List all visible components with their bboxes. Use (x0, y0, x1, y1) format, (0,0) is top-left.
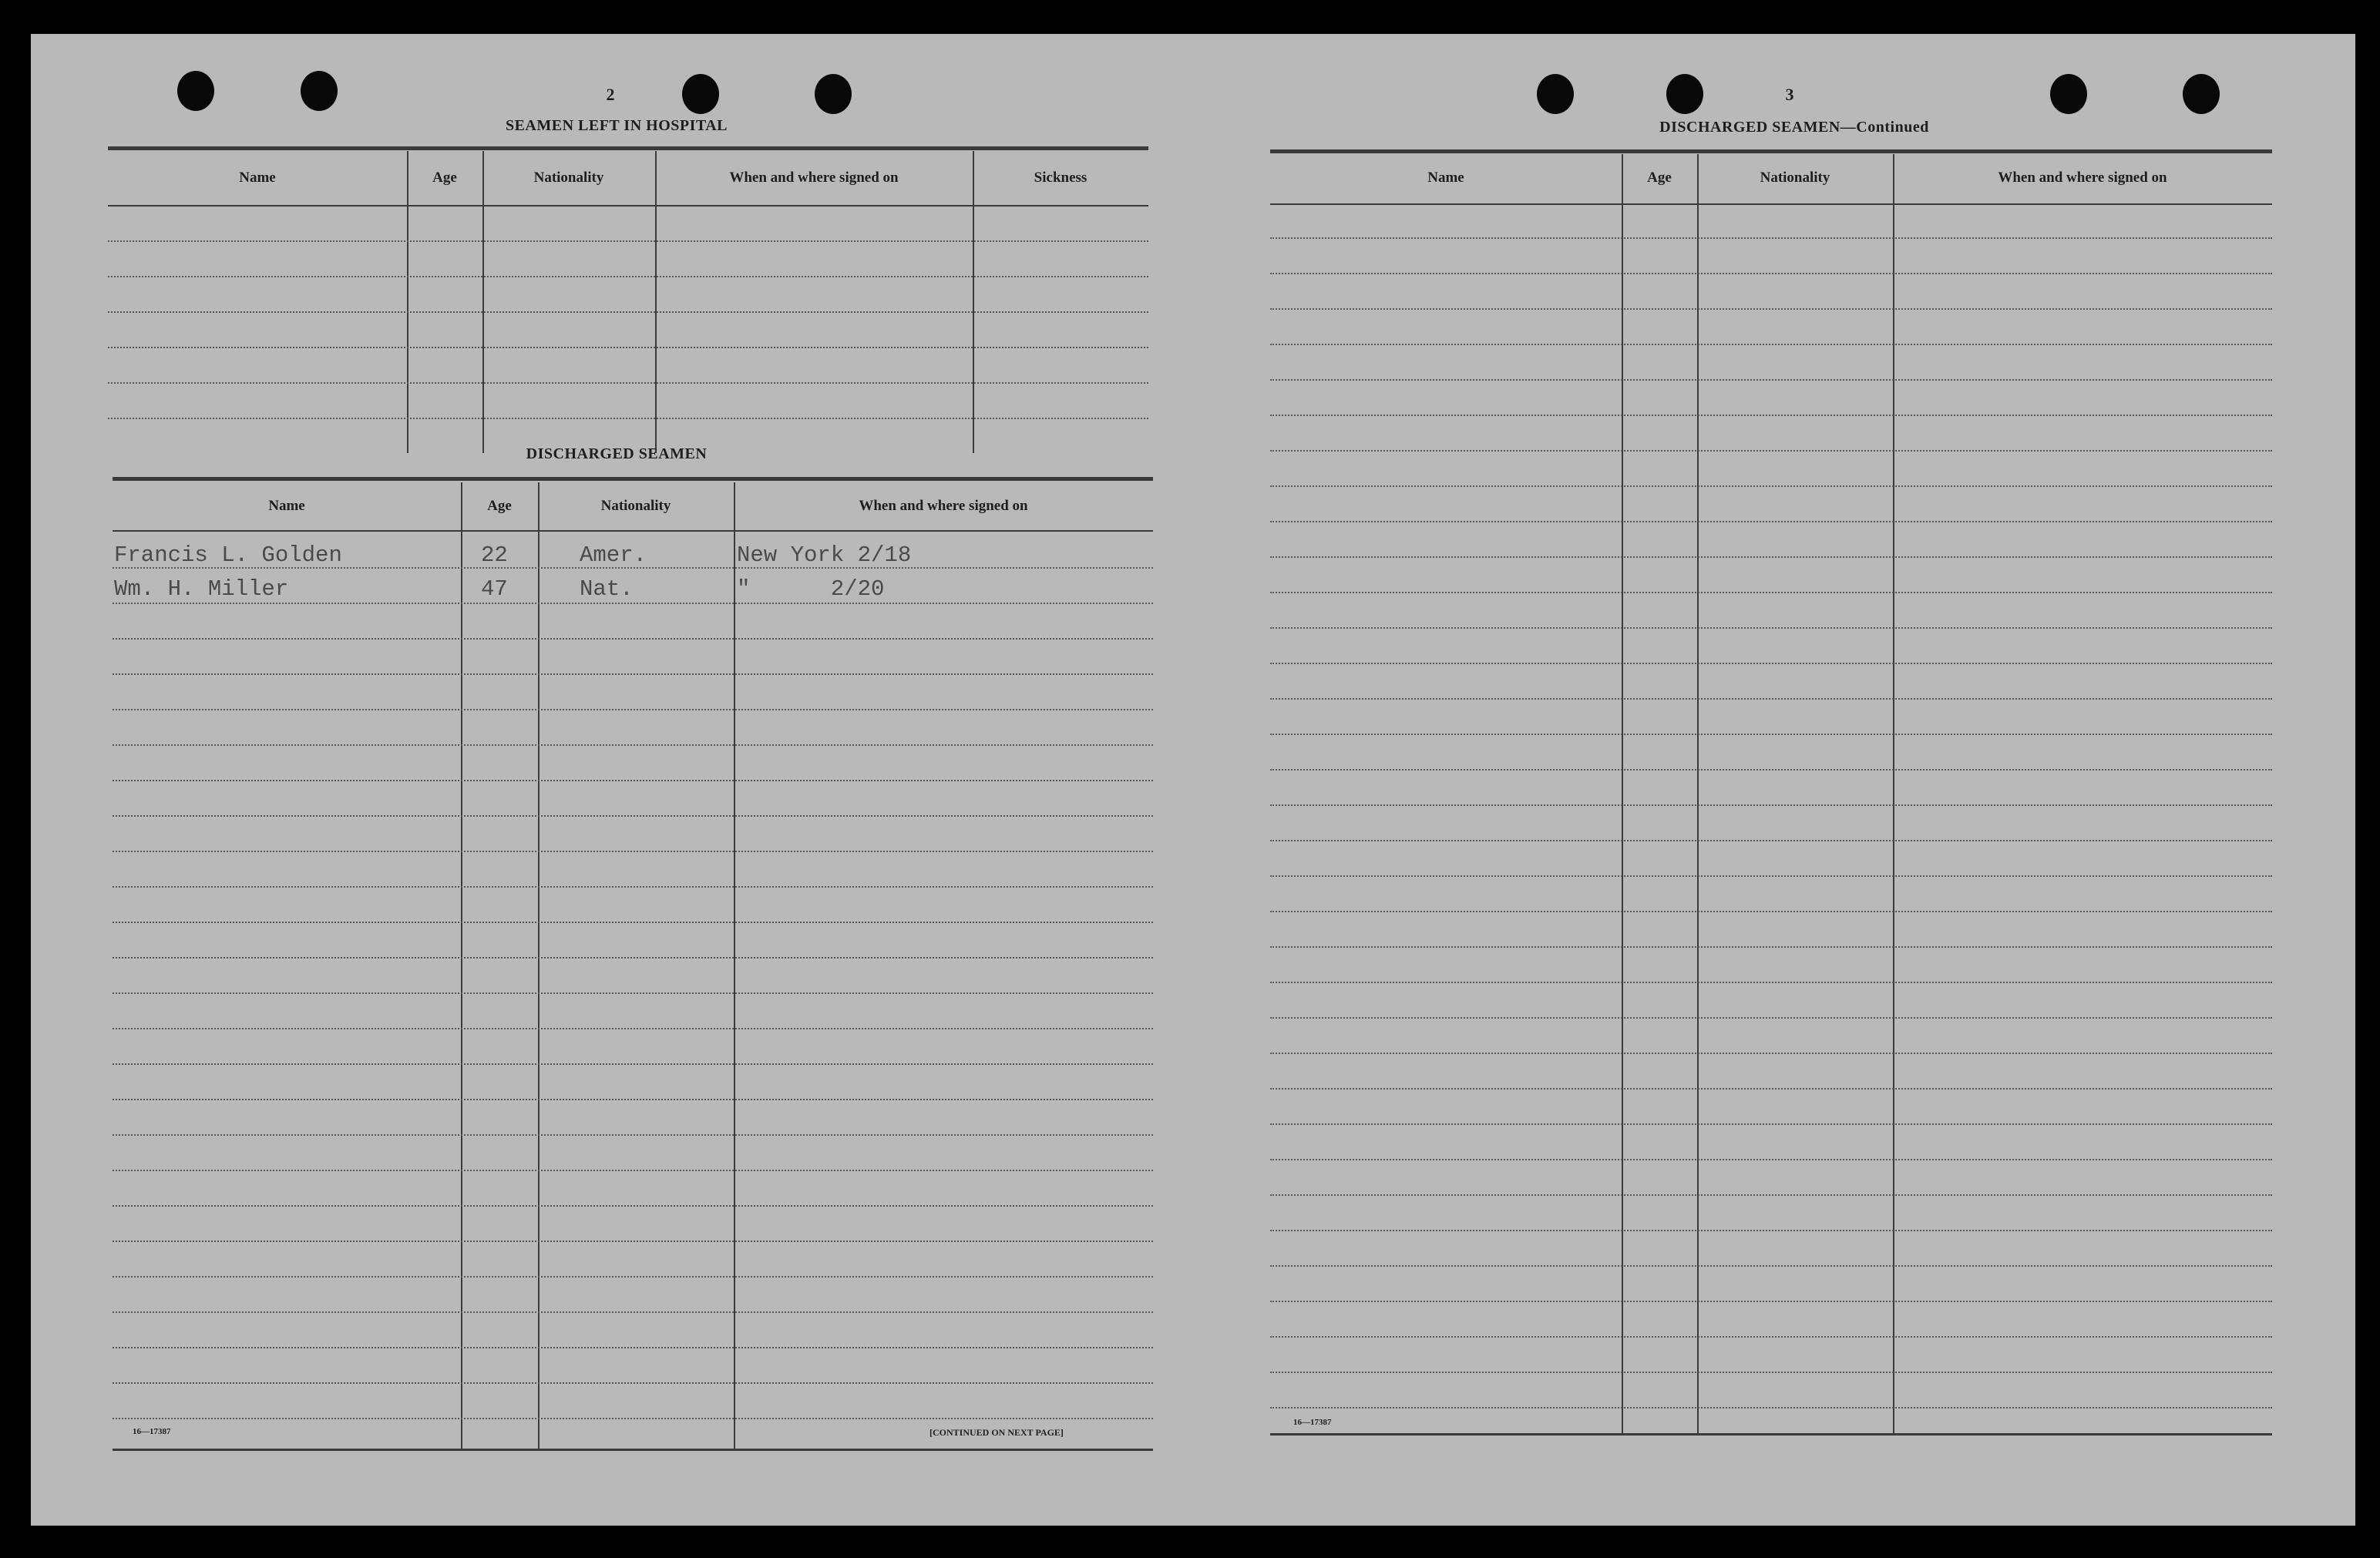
column-divider (461, 482, 462, 1450)
continued-col-age: Age (1647, 170, 1672, 186)
ruled-line (1270, 663, 2272, 664)
continued-col-nationality: Nationality (1760, 170, 1830, 186)
ruled-line (108, 418, 1148, 419)
ruled-line (113, 815, 1153, 817)
punch-hole-icon (1537, 74, 1574, 114)
ruled-line (113, 673, 1153, 675)
discharged-col-name: Name (268, 498, 305, 514)
seaman-age: 22 (481, 542, 508, 568)
table-header-rule (108, 205, 1148, 207)
ruled-line (113, 638, 1153, 640)
ruled-line (1270, 734, 2272, 735)
seaman-age: 47 (481, 576, 508, 602)
ruled-line (1270, 1372, 2272, 1373)
table-header-rule (113, 530, 1153, 532)
column-divider (1893, 154, 1894, 1435)
column-divider (973, 151, 974, 453)
ruled-line (1270, 911, 2272, 912)
ruled-line (1270, 1017, 2272, 1019)
ruled-line (1270, 627, 2272, 629)
ruled-line (108, 276, 1148, 277)
hospital-col-nationality: Nationality (533, 170, 604, 186)
table-top-rule (113, 477, 1153, 481)
ruled-line (113, 1418, 1153, 1419)
column-divider (734, 482, 735, 1450)
hospital-col-name: Name (239, 170, 276, 186)
ruled-line (113, 1028, 1153, 1029)
column-divider (482, 151, 484, 453)
ruled-line (113, 851, 1153, 852)
discharged-section-title: DISCHARGED SEAMEN (526, 445, 708, 462)
ruled-line (1270, 485, 2272, 487)
punch-hole-icon (1666, 74, 1703, 114)
ruled-line (108, 347, 1148, 348)
hospital-col-age: Age (432, 170, 457, 186)
ruled-line (1270, 982, 2272, 983)
ruled-line (113, 780, 1153, 781)
punch-hole-icon (682, 74, 719, 114)
table-bottom-rule (113, 1449, 1153, 1451)
punch-hole-icon (177, 71, 214, 111)
ruled-line (108, 240, 1148, 242)
ruled-line (113, 744, 1153, 746)
hospital-section-title: SEAMEN LEFT IN HOSPITAL (505, 117, 728, 134)
column-divider (1697, 154, 1699, 1435)
continued-note: [CONTINUED ON NEXT PAGE] (929, 1427, 1064, 1438)
column-divider (655, 151, 657, 453)
ruled-line (113, 1241, 1153, 1242)
seaman-nationality: Nat. (580, 576, 634, 602)
ruled-line (1270, 1265, 2272, 1267)
ruled-line (113, 1276, 1153, 1278)
punch-hole-icon (2183, 74, 2220, 114)
ruled-line (108, 311, 1148, 313)
ruled-line (1270, 379, 2272, 381)
ruled-line (1270, 875, 2272, 877)
ruled-line (1270, 1159, 2272, 1160)
ruled-line (1270, 1194, 2272, 1196)
seaman-name: Francis L. Golden (114, 542, 342, 568)
ruled-line (108, 382, 1148, 384)
table-header-rule (1270, 203, 2272, 205)
ruled-line (113, 603, 1153, 604)
ruled-line (1270, 415, 2272, 416)
ruled-line (113, 1170, 1153, 1171)
discharged-continued-title: DISCHARGED SEAMEN—Continued (1659, 119, 1929, 136)
ruled-line (1270, 237, 2272, 239)
punch-hole-icon (815, 74, 852, 114)
page-number: 2 (606, 85, 615, 104)
ruled-line (1270, 946, 2272, 948)
ruled-line (1270, 556, 2272, 558)
column-divider (538, 482, 540, 1450)
punch-hole-icon (2050, 74, 2087, 114)
ruled-line (1270, 698, 2272, 700)
ruled-line (113, 1347, 1153, 1348)
ruled-line (113, 1063, 1153, 1065)
ruled-line (1270, 769, 2272, 771)
form-code: 16—17387 (1293, 1418, 1332, 1427)
ruled-line (113, 992, 1153, 994)
ruled-line (113, 1205, 1153, 1207)
ruled-line (1270, 344, 2272, 345)
seaman-signed-on: New York 2/18 (737, 542, 912, 568)
ruled-line (1270, 1123, 2272, 1125)
ruled-line (1270, 1230, 2272, 1231)
ruled-line (113, 1311, 1153, 1313)
punch-hole-icon (301, 71, 338, 111)
ruled-line (1270, 1088, 2272, 1090)
ruled-line (1270, 521, 2272, 522)
ruled-line (1270, 273, 2272, 274)
ruled-line (1270, 1301, 2272, 1302)
hospital-col-signed-on: When and where signed on (729, 170, 899, 186)
ruled-line (1270, 1336, 2272, 1338)
ruled-line (113, 1099, 1153, 1100)
table-top-rule (108, 146, 1148, 150)
seaman-nationality: Amer. (580, 542, 647, 568)
table-bottom-rule (1270, 1433, 2272, 1435)
column-divider (1622, 154, 1623, 1435)
ruled-line (113, 709, 1153, 710)
discharged-col-nationality: Nationality (600, 498, 671, 514)
continued-col-signed-on: When and where signed on (1998, 170, 2167, 186)
ruled-line (113, 886, 1153, 888)
table-top-rule (1270, 149, 2272, 153)
ruled-line (113, 922, 1153, 923)
hospital-col-sickness: Sickness (1034, 170, 1087, 186)
ruled-line (113, 1382, 1153, 1384)
continued-col-name: Name (1427, 170, 1464, 186)
ruled-line (1270, 308, 2272, 310)
ruled-line (113, 957, 1153, 959)
ruled-line (113, 1134, 1153, 1136)
seaman-signed-on: " 2/20 (737, 576, 885, 602)
seaman-name: Wm. H. Miller (114, 576, 289, 602)
discharged-col-age: Age (487, 498, 512, 514)
discharged-col-signed-on: When and where signed on (859, 498, 1028, 514)
form-code: 16—17387 (133, 1427, 171, 1436)
ruled-line (1270, 1053, 2272, 1054)
ruled-line (1270, 450, 2272, 452)
column-divider (407, 151, 408, 453)
ruled-line (1270, 592, 2272, 593)
left-page (31, 34, 1193, 1526)
ruled-line (1270, 840, 2272, 841)
ruled-line (1270, 804, 2272, 806)
right-page (1193, 34, 2355, 1526)
ruled-line (1270, 1407, 2272, 1409)
page-number: 3 (1785, 85, 1794, 104)
